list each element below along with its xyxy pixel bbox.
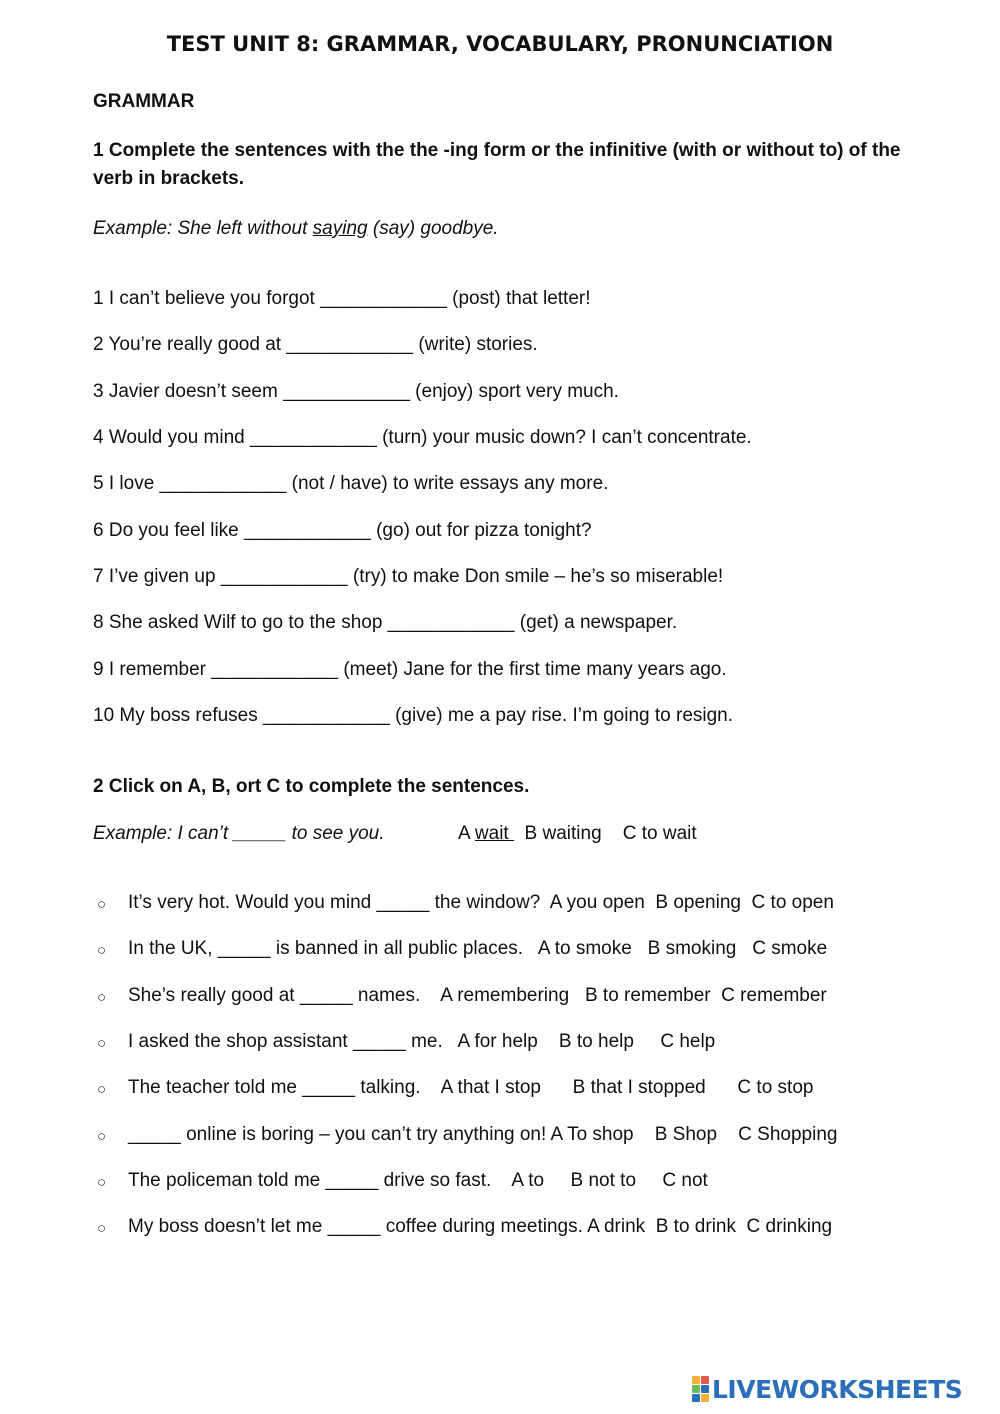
ex2-item: _____ online is boring – you can’t try anything on! A To shop B Shop C Shopping: [128, 1124, 838, 1145]
exercise-1-instruction: 1 Complete the sentences with the the -ing form or the infinitive (with or without to) of the verb in brackets.: [93, 140, 901, 189]
section-heading: GRAMMAR: [93, 91, 195, 112]
ex1-item: 10 My boss refuses ____________ (give) me a pay rise. I’m going to resign.: [93, 705, 734, 726]
radio-bullet-icon[interactable]: ○: [97, 1174, 107, 1191]
exercise-2-example-stem: Example: I can’t _____ to see you.: [93, 823, 385, 844]
ex1-item: 9 I remember ____________ (meet) Jane for the first time many years ago.: [93, 659, 727, 680]
ex1-item: 2 You’re really good at ____________ (write) stories.: [93, 334, 538, 355]
example-answer: saying: [312, 218, 368, 239]
page-title: TEST UNIT 8: GRAMMAR, VOCABULARY, PRONUNCIATION: [166, 32, 834, 56]
example-suffix: (say) goodbye.: [367, 218, 499, 239]
liveworksheets-logo-icon: [692, 1376, 709, 1402]
example-other-options: B waiting C to wait: [513, 823, 697, 844]
ex1-item: 7 I’ve given up ____________ (try) to make Don smile – he’s so miserable!: [93, 566, 724, 587]
radio-bullet-icon[interactable]: ○: [97, 1035, 107, 1052]
liveworksheets-logo: [692, 1376, 962, 1402]
radio-bullet-icon[interactable]: ○: [97, 1128, 107, 1145]
ex1-item: 6 Do you feel like ____________ (go) out for pizza tonight?: [93, 520, 592, 541]
radio-bullet-icon[interactable]: ○: [97, 896, 107, 913]
ex2-item: She’s really good at _____ names. A remembering B to remember C remember: [128, 985, 827, 1006]
ex2-item: My boss doesn’t let me _____ coffee during meetings. A drink B to drink C drinking: [128, 1216, 833, 1237]
radio-bullet-icon[interactable]: ○: [97, 989, 107, 1006]
example-option-a-letter: A: [458, 823, 475, 844]
radio-bullet-icon[interactable]: ○: [97, 1220, 107, 1237]
radio-bullet-icon[interactable]: ○: [97, 1081, 107, 1098]
ex2-item: The policeman told me _____ drive so fast. A to B not to C not: [128, 1170, 708, 1191]
example-option-a-answer: wait: [474, 823, 514, 844]
ex2-item: I asked the shop assistant _____ me. A for help B to help C help: [128, 1031, 716, 1052]
liveworksheets-logo-text: LIVEWORKSHEETS: [712, 1374, 963, 1404]
ex1-item: 3 Javier doesn’t seem ____________ (enjoy) sport very much.: [93, 381, 619, 402]
exercise-2-example-options: [458, 823, 697, 845]
ex1-item: 4 Would you mind ____________ (turn) your music down? I can’t concentrate.: [93, 427, 752, 448]
ex1-item: 8 She asked Wilf to go to the shop ____________ (get) a newspaper.: [93, 612, 678, 633]
exercise-2-instruction: 2 Click on A, B, ort C to complete the sentences.: [93, 776, 530, 797]
ex2-item: It’s very hot. Would you mind _____ the window? A you open B opening C to open: [128, 892, 834, 913]
ex2-item: In the UK, _____ is banned in all public places. A to smoke B smoking C smoke: [128, 938, 828, 959]
example-prefix: Example: She left without: [93, 218, 313, 239]
ex1-item: 1 I can’t believe you forgot ____________ (post) that letter!: [93, 288, 591, 309]
exercise-1-example: [93, 218, 499, 240]
ex1-item: 5 I love ____________ (not / have) to write essays any more.: [93, 473, 609, 494]
ex2-item: The teacher told me _____ talking. A that I stop B that I stopped C to stop: [128, 1077, 814, 1098]
radio-bullet-icon[interactable]: ○: [97, 942, 107, 959]
